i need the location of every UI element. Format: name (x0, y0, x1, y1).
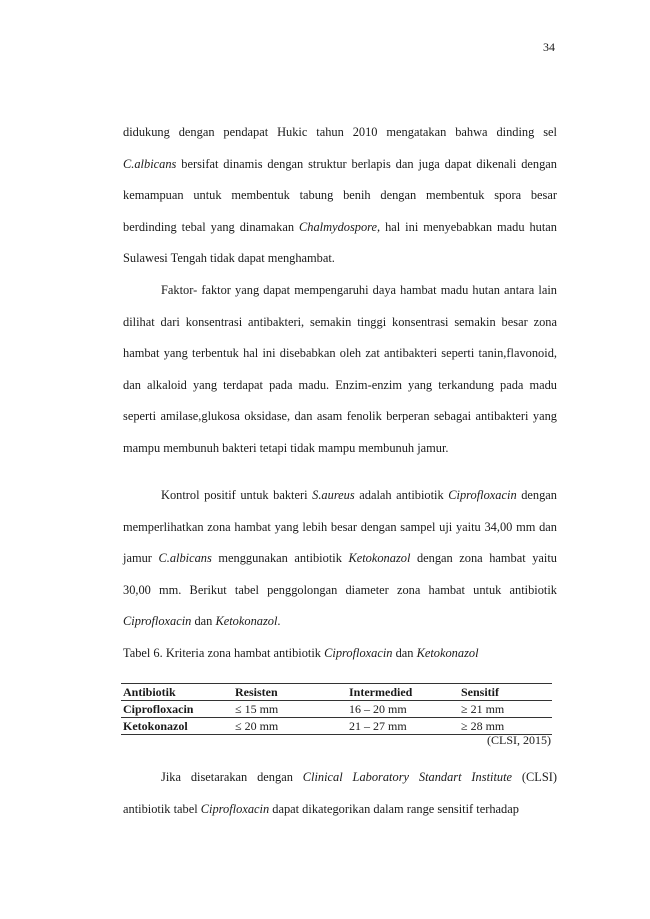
italic-term: C.albicans (158, 551, 212, 566)
italic-term: Ketokonazol (416, 646, 479, 660)
italic-term: Ciprofloxacin (448, 488, 517, 502)
text-run: dapat dikategorikan dalam range sensitif terhadap (269, 801, 519, 816)
text-run: (CLSI) antibiotik tabel (123, 770, 558, 816)
zone-criteria-table (121, 683, 552, 735)
italic-term: Clinical Laboratory Standart Institute (302, 770, 513, 784)
text-run: hal ini menyebabkan madu hutan Sulawesi Tengah tidak dapat menghambat. (123, 219, 557, 266)
text-run: didukung dengan pendapat Hukic tahun 2010 mengatakan bahwa dinding sel (123, 125, 557, 139)
italic-term: Ketokonazol (215, 614, 278, 629)
table-row (121, 718, 552, 735)
text-run: . (277, 614, 281, 629)
text-run: Kontrol positif untuk bakteri (161, 488, 313, 502)
header-sensitif: Sensitif (461, 685, 500, 699)
table-caption (123, 643, 557, 663)
header-resisten: Resisten (235, 685, 278, 699)
cell-resisten: ≤ 15 mm (235, 702, 279, 716)
italic-term: Ciprofloxacin (324, 646, 393, 660)
text-run: bersifat dinamis dengan struktur berlapis dan juga dapat dikenali dengan kemampuan untuk membentuk tabung benih dengan membentuk spora besar berdinding tebal yang dinamakan (123, 156, 557, 234)
text-run: Tabel 6. Kriteria zona hambat antibiotik (123, 646, 325, 660)
zone-criteria-table-container (121, 683, 552, 735)
text-run: dengan zona hambat yaitu 30,00 mm. Berikut tabel penggolongan diameter zona hambat untuk antibiotik (123, 551, 558, 597)
paragraph-inhibition-factors (123, 275, 557, 465)
table-row (121, 701, 552, 718)
text-run: dan (191, 614, 216, 629)
text-run: menggunakan antibiotik (211, 551, 349, 566)
text-run: dengan memperlihatkan zona hambat yang lebih besar dengan sampel uji yaitu 34,00 mm dan jamur (123, 488, 557, 566)
table-header-row (121, 684, 552, 701)
cell-resisten: ≤ 20 mm (235, 719, 279, 733)
table-source-citation: (CLSI, 2015) (487, 733, 551, 747)
header-intermedied: Intermedied (349, 685, 413, 699)
italic-term: S.aureus (312, 488, 355, 502)
paragraph-positive-control (123, 480, 557, 638)
paragraph-hukic-cell-wall (123, 117, 557, 275)
paragraph-clsi-comparison (123, 762, 557, 825)
text-run: adalah antibiotik (354, 488, 449, 502)
italic-term: Ciprofloxacin (123, 614, 192, 629)
cell-intermedied: 16 – 20 mm (349, 702, 407, 716)
text-run: dan (392, 646, 417, 660)
italic-term: Ciprofloxacin (200, 801, 270, 816)
cell-sensitif: ≥ 28 mm (461, 719, 505, 733)
cell-intermedied: 21 – 27 mm (349, 719, 407, 733)
text-run: Faktor- faktor yang dapat mempengaruhi daya hambat madu hutan antara lain dilihat dari konsentrasi antibakteri, semakin tinggi konsentrasi semakin besar zona hambat yang terbentuk hal ini disebabkan oleh zat antibakteri seperti tanin,flavonoid, dan alkaloid yang terdapat pada madu. Enzim-enzim yang terkandung pada madu seperti amilase,glukosa oksidase, dan asam fenolik berperan sebagai antibakteri yang mampu membunuh bakteri tetapi tidak mampu membunuh jamur. (123, 283, 557, 455)
italic-term: Chalmydospore, (299, 219, 381, 234)
text-run: Jika disetarakan dengan (161, 770, 303, 784)
italic-term: Ketokonazol (348, 551, 411, 566)
page-number: 34 (543, 40, 555, 54)
header-antibiotik: Antibiotik (123, 685, 176, 699)
italic-term: C.albicans (123, 156, 177, 171)
cell-sensitif: ≥ 21 mm (461, 702, 505, 716)
cell-antibiotic-name: Ketokonazol (123, 719, 188, 733)
cell-antibiotic-name: Ciprofloxacin (123, 702, 194, 716)
